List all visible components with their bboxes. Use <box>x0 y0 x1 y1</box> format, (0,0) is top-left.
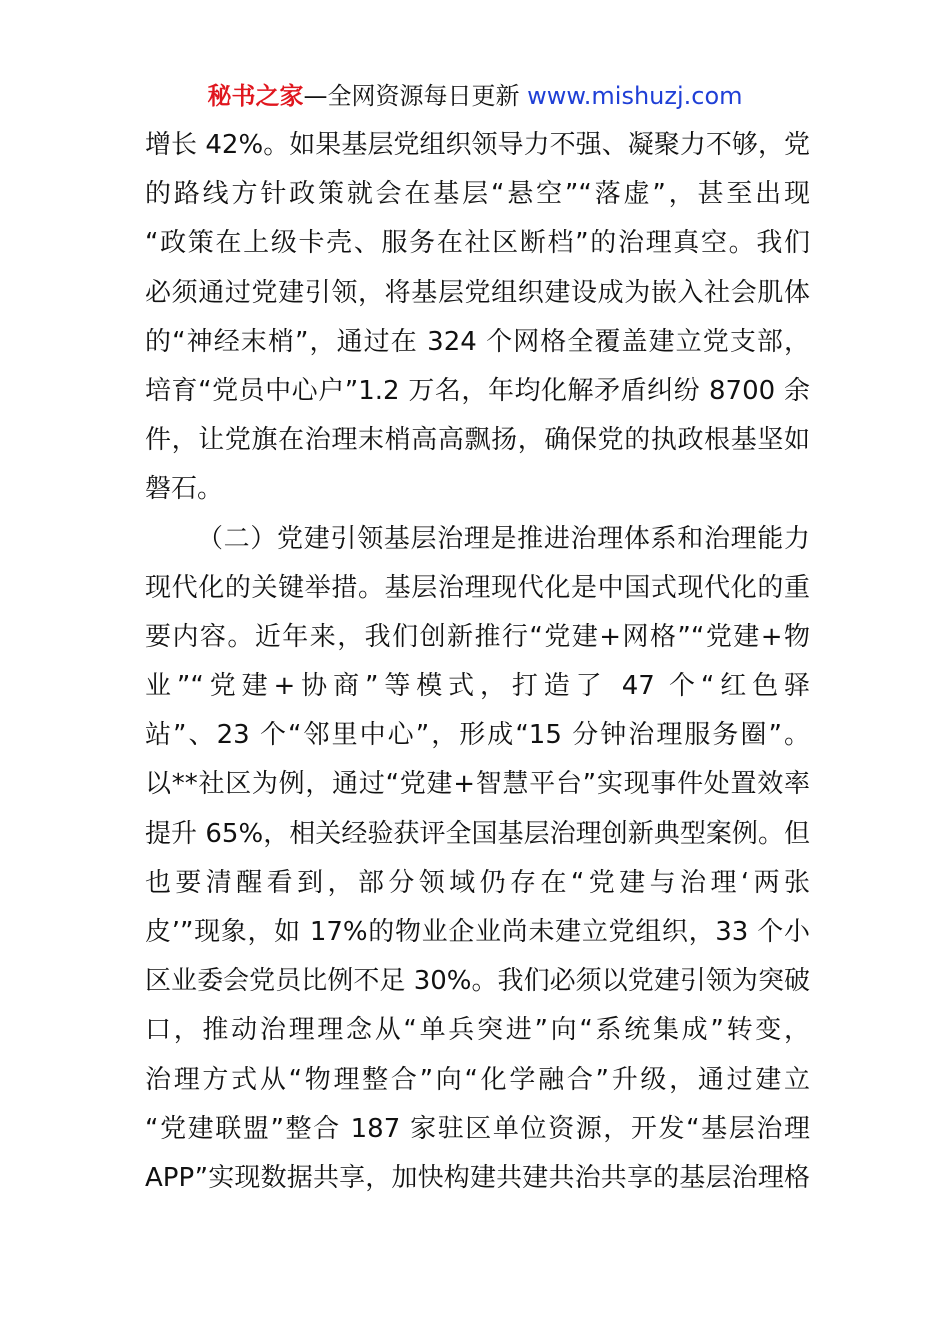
site-url-link[interactable]: www.mishuzj.com <box>527 82 743 110</box>
text-line: 口，推动治理理念从“单兵突进”向“系统集成”转变， <box>145 1015 810 1046</box>
document-body <box>145 121 810 1203</box>
text-line: 培育“党员中心户”1.2 万名，年均化解矛盾纠纷 8700 余 <box>145 375 810 406</box>
text-line: 件，让党旗在治理末梢高高飘扬，确保党的执政根基坚如 <box>145 425 810 456</box>
text-line: 要内容。近年来，我们创新推行“党建+网格”“党建+物 <box>145 621 810 652</box>
text-line: 增长 42%。如果基层党组织领导力不强、凝聚力不够，党 <box>145 130 810 160</box>
text-line: 治理方式从“物理整合”向“化学融合”升级，通过建立 <box>145 1064 810 1095</box>
site-tagline: —全网资源每日更新 <box>303 82 520 110</box>
text-line: “政策在上级卡壳、服务在社区断档”的治理真空。我们 <box>145 228 810 259</box>
text-line: 以**社区为例，通过“党建+智慧平台”实现事件处置效率 <box>145 769 810 800</box>
text-line: 提升 65%，相关经验获评全国基层治理创新典型案例。但 <box>145 818 810 849</box>
text-line: 的路线方针政策就会在基层“悬空”“落虚”，甚至出现 <box>145 179 810 210</box>
text-line: 业”“党建+协商”等模式，打造了 47 个“红色驿 <box>145 671 810 702</box>
text-line: 也要清醒看到，部分领域仍存在“党建与治理‘两张 <box>145 867 810 898</box>
site-brand: 秘书之家 <box>207 82 304 110</box>
text-line: 站”、23 个“邻里中心”，形成“15 分钟治理服务圈”。 <box>145 720 810 751</box>
text-line: 磐石。 <box>145 474 224 505</box>
text-line: 的“神经末梢”，通过在 324 个网格全覆盖建立党支部， <box>145 326 810 357</box>
text-line: “党建联盟”整合 187 家驻区单位资源，开发“基层治理 <box>145 1113 810 1144</box>
text-line: 皮’”现象，如 17%的物业企业尚未建立党组织，33 个小 <box>145 917 810 947</box>
paragraph-first-line: （二）党建引领基层治理是推进治理体系和治理能力 <box>197 523 810 554</box>
text-line: 现代化的关键举措。基层治理现代化是中国式现代化的重 <box>145 572 810 603</box>
text-line: 区业委会党员比例不足 30%。我们必须以党建引领为突破 <box>145 966 810 997</box>
text-line: 必须通过党建引领，将基层党组织建设成为嵌入社会肌体 <box>145 277 810 308</box>
page-header <box>0 80 950 112</box>
text-line: APP”实现数据共享，加快构建共建共治共享的基层治理格 <box>145 1162 810 1193</box>
